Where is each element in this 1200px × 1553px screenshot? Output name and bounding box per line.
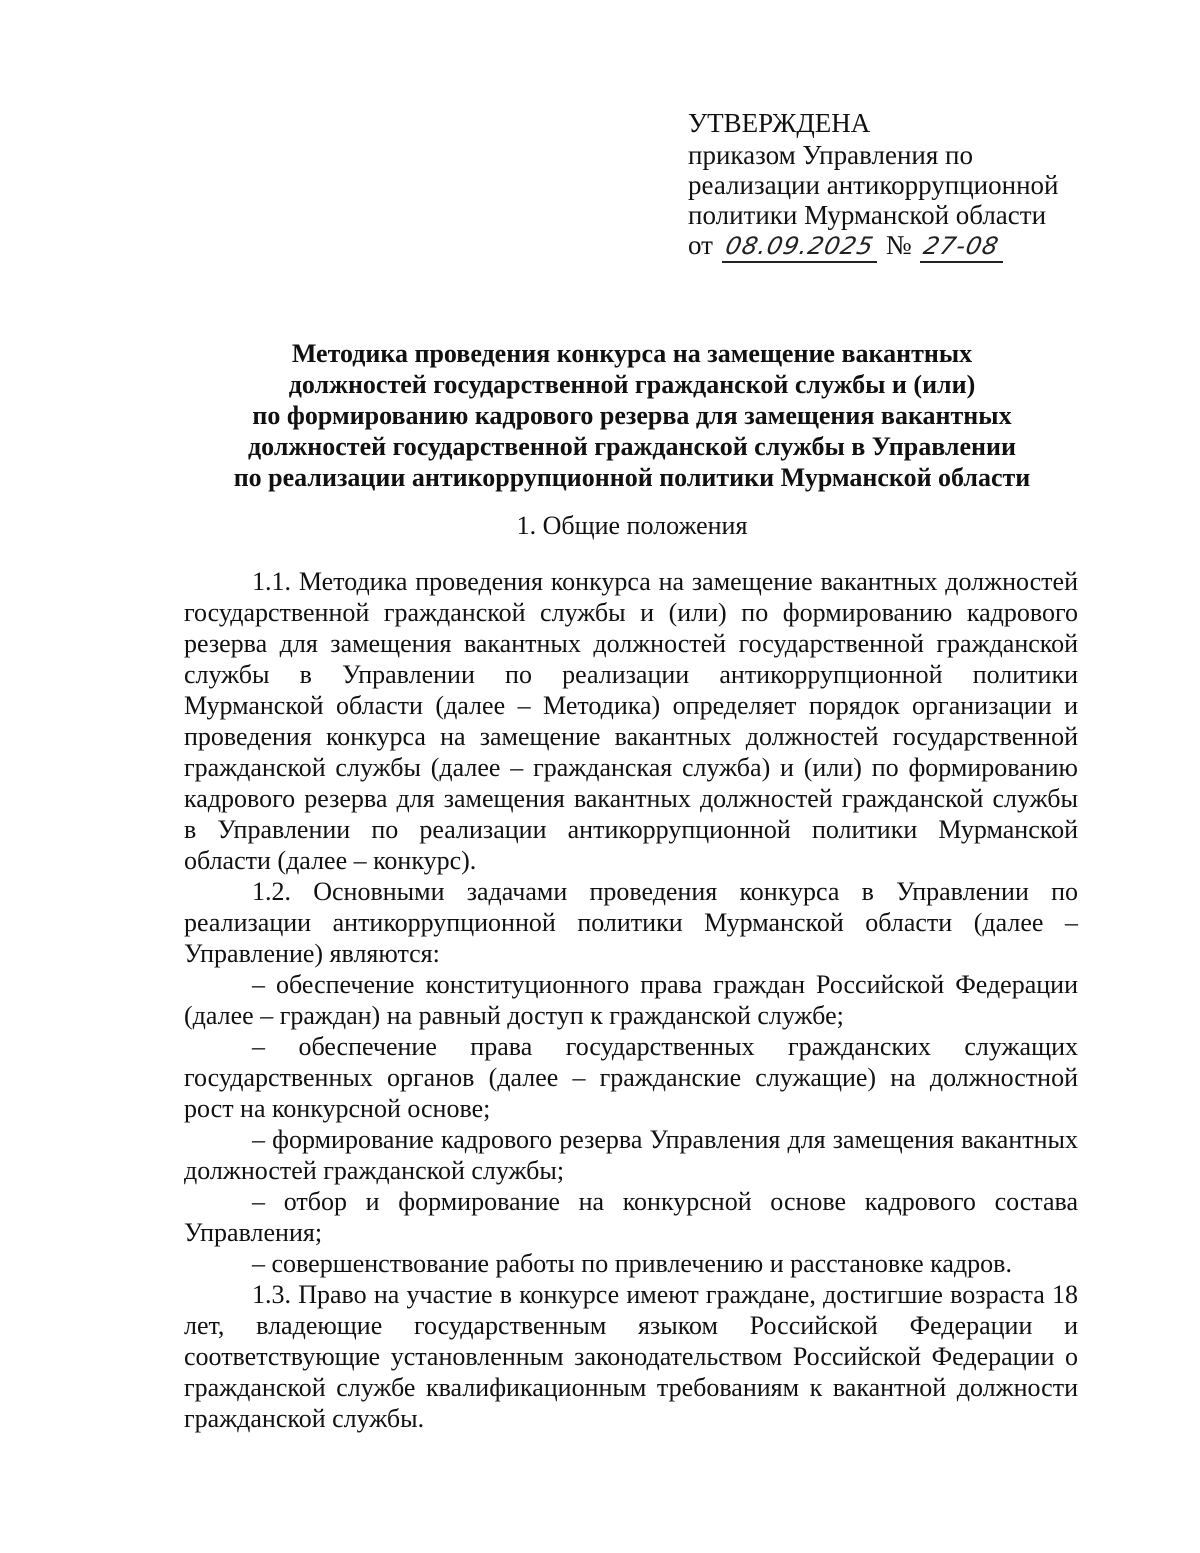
title-line-5: по реализации антикоррупционной политики Мурманской области bbox=[233, 463, 1031, 492]
handwritten-number-field bbox=[920, 230, 1003, 263]
list-item-dash-2: – обеспечение права государственных гражданских служащих государственных органов (далее – гражданские служащие) на должностной рост на конкурсной основе; bbox=[184, 1032, 1078, 1123]
list-item-dash-5: – совершенствование работы по привлечению и расстановке кадров. bbox=[252, 1249, 1012, 1278]
paragraph-1-2: 1.2. Основными задачами проведения конкурса в Управлении по реализации антикоррупционной политики Мурманской области (далее – Управление) являются: bbox=[184, 877, 1078, 968]
list-item-dash-4: – отбор и формирование на конкурсной основе кадрового состава Управления; bbox=[184, 1187, 1078, 1247]
number-prefix: № bbox=[885, 230, 912, 260]
handwritten-number: 27-08 bbox=[921, 232, 1003, 260]
document-title bbox=[180, 338, 1084, 493]
title-line-3: по формированию кадрового резерва для замещения вакантных bbox=[252, 401, 1012, 430]
approval-date-row bbox=[688, 230, 1148, 263]
paragraph-1-3: 1.3. Право на участие в конкурсе имеют граждане, достигшие возраста 18 лет, владеющие государственным языком Российской Федерации и соответствующие установленным законодательством Российской Федерации о гражданской службе квалификационным требованиям к вакантной должности гражданской службы. bbox=[184, 1280, 1078, 1433]
approval-heading: УТВЕРЖДЕНА bbox=[688, 108, 871, 138]
section-heading: 1. Общие положения bbox=[516, 511, 748, 540]
document-body bbox=[184, 566, 1078, 1434]
approval-line-2: реализации антикоррупционной bbox=[688, 170, 1059, 200]
handwritten-date-field bbox=[722, 230, 877, 263]
title-line-1: Методика проведения конкурса на замещение вакантных bbox=[291, 339, 973, 368]
date-prefix: от bbox=[688, 230, 713, 260]
paragraph-1-1: 1.1. Методика проведения конкурса на замещение вакантных должностей государственной гражданской службы и (или) по формированию кадрового резерва для замещения вакантных должностей государственной гражданской службы в Управлении по реализации антикоррупционной политики Мурманской области (далее – Методика) определяет порядок организации и проведения конкурса на замещение вакантных должностей государственной гражданской службы (далее – гражданская служба) и (или) по формированию кадрового резерва для замещения вакантных должностей гражданской службы в Управлении по реализации антикоррупционной политики Мурманской области (далее – конкурс). bbox=[184, 567, 1078, 875]
list-item-dash-1: – обеспечение конституционного права граждан Российской Федерации (далее – граждан) на равный доступ к гражданской службе; bbox=[184, 970, 1078, 1030]
approval-line-1: приказом Управления по bbox=[688, 140, 973, 170]
handwritten-date: 08.09.2025 bbox=[722, 232, 877, 260]
list-item-dash-3: – формирование кадрового резерва Управления для замещения вакантных должностей гражданской службы; bbox=[184, 1125, 1078, 1185]
approval-line-3: политики Мурманской области bbox=[688, 200, 1047, 230]
approval-stamp-block bbox=[688, 108, 1148, 263]
title-line-4: должностей государственной гражданской службы в Управлении bbox=[248, 432, 1016, 461]
title-line-2: должностей государственной гражданской службы и (или) bbox=[288, 370, 976, 399]
